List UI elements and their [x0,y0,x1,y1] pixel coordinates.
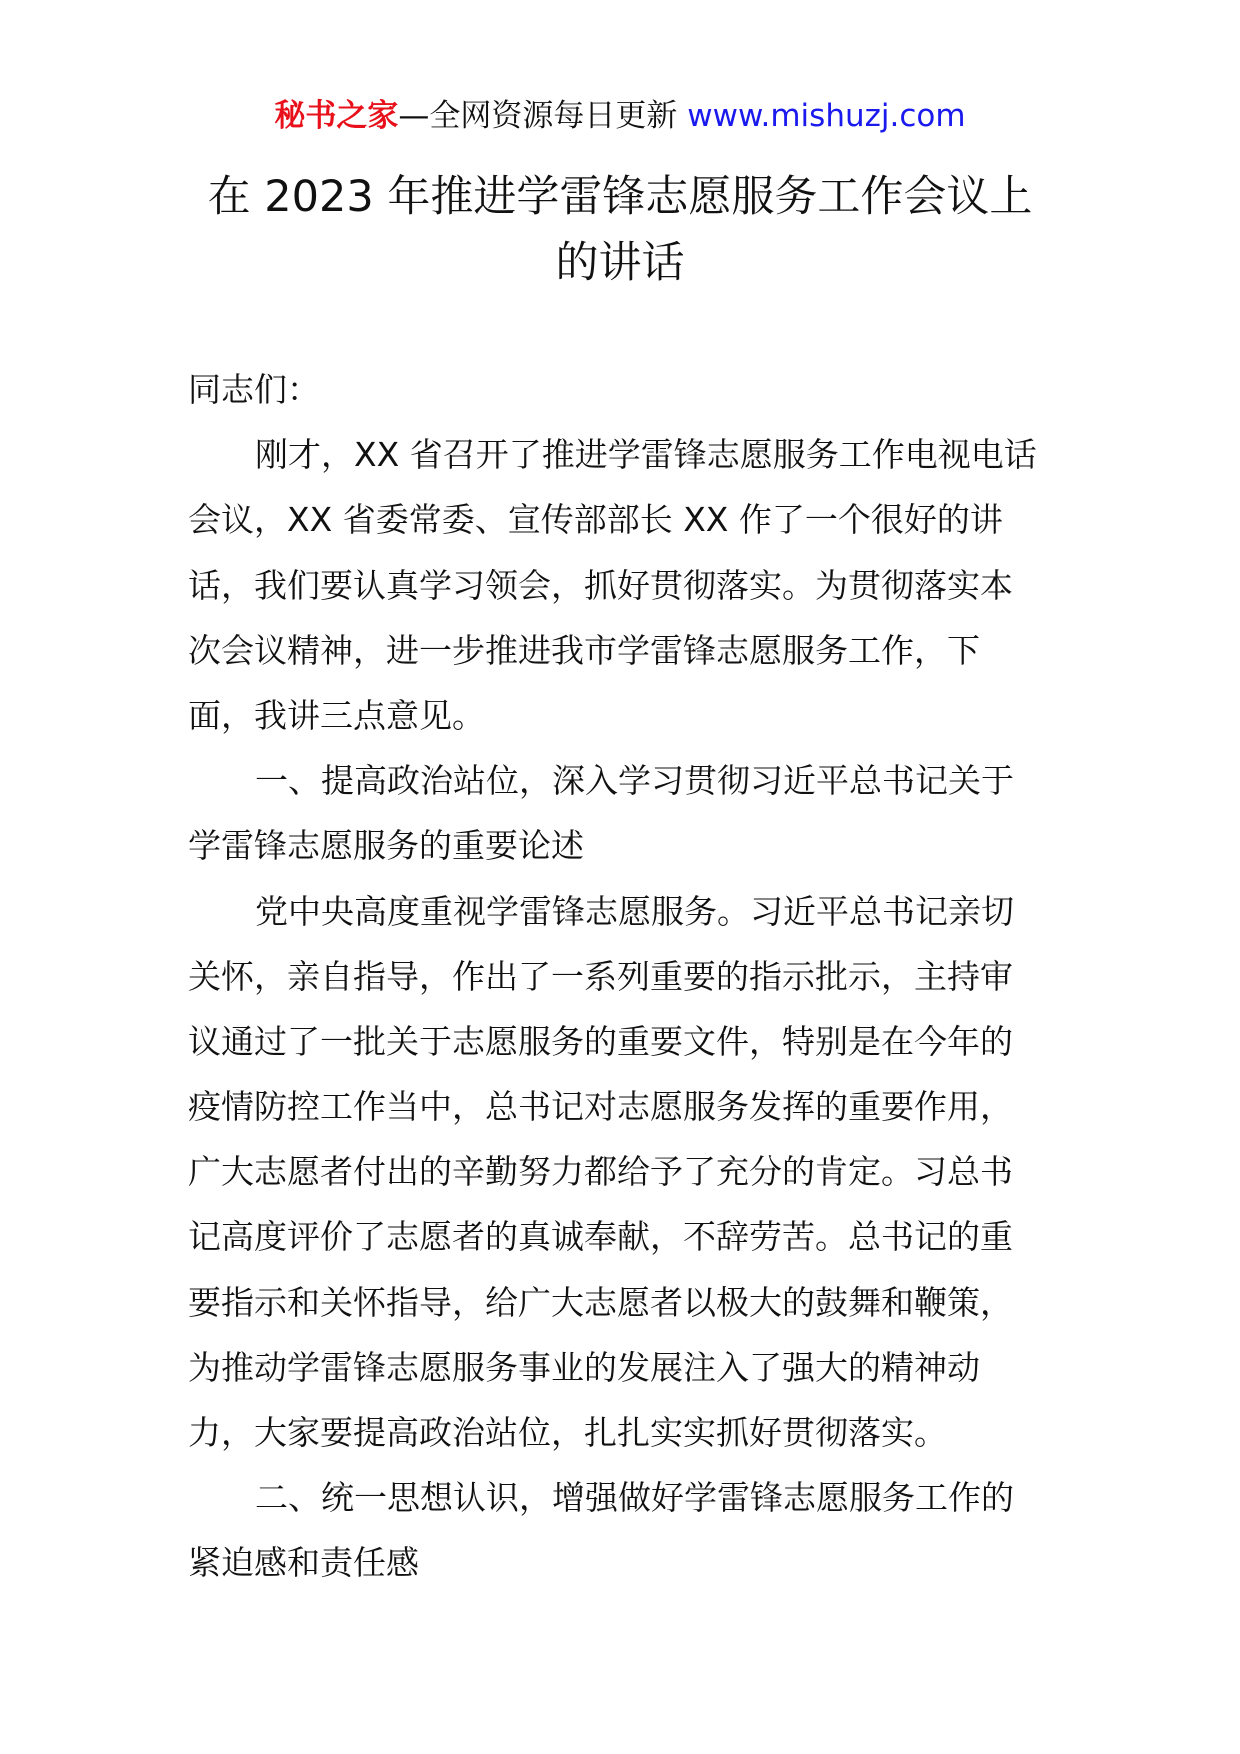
text-line: 疫情防控工作当中，总书记对志愿服务发挥的重要作用， [188,1087,1013,1127]
heading-line: 学雷锋志愿服务的重要论述 [188,826,584,866]
text-line: 记高度评价了志愿者的真诚奉献，不辞劳苦。总书记的重 [188,1217,1013,1257]
text-line: 广大志愿者付出的辛勤努力都给予了充分的肯定。习总书 [188,1152,1013,1192]
text-line: 会议，XX 省委常委、宣传部部长 XX 作了一个很好的讲 [188,500,1003,540]
text-line: 次会议精神，进一步推进我市学雷锋志愿服务工作，下 [188,630,980,670]
text-line: 刚才，XX 省召开了推进学雷锋志愿服务工作电视电话 [255,435,1037,475]
text-line: 议通过了一批关于志愿服务的重要文件，特别是在今年的 [188,1021,1013,1061]
text-line: 要指示和关怀指导，给广大志愿者以极大的鼓舞和鞭策， [188,1282,1013,1322]
section-heading-1 [188,748,1060,878]
text-line: 关怀，亲自指导，作出了一系列重要的指示批示，主持审 [188,956,1013,996]
paragraph-section-1 [188,879,1060,1466]
section-heading-2 [188,1465,1060,1595]
site-url-link[interactable]: www.mishuzj.com [687,98,966,134]
title-line-1: 在 2023 年推进学雷锋志愿服务工作会议上 [207,172,1033,222]
header-tagline: —全网资源每日更新 [398,98,678,134]
text-line: 为推动学雷锋志愿服务事业的发展注入了强大的精神动 [188,1347,980,1387]
heading-line: 紧迫感和责任感 [188,1543,419,1583]
site-header [0,96,1240,136]
document-body [188,357,1060,1596]
paragraph-intro [188,422,1060,748]
document-title [0,164,1240,296]
salutation: 同志们： [188,370,320,409]
text-line: 面，我讲三点意见。 [188,695,485,735]
text-line: 力，大家要提高政治站位，扎扎实实抓好贯彻落实。 [188,1413,947,1452]
text-line: 话，我们要认真学习领会，抓好贯彻落实。为贯彻落实本 [188,565,1013,605]
heading-line: 二、统一思想认识，增强做好学雷锋志愿服务工作的 [255,1478,1014,1518]
heading-line: 一、提高政治站位，深入学习贯彻习近平总书记关于 [255,761,1014,801]
brand-name: 秘书之家 [274,98,399,134]
text-line: 党中央高度重视学雷锋志愿服务。习近平总书记亲切 [255,891,1014,931]
title-line-2: 的讲话 [555,238,685,288]
